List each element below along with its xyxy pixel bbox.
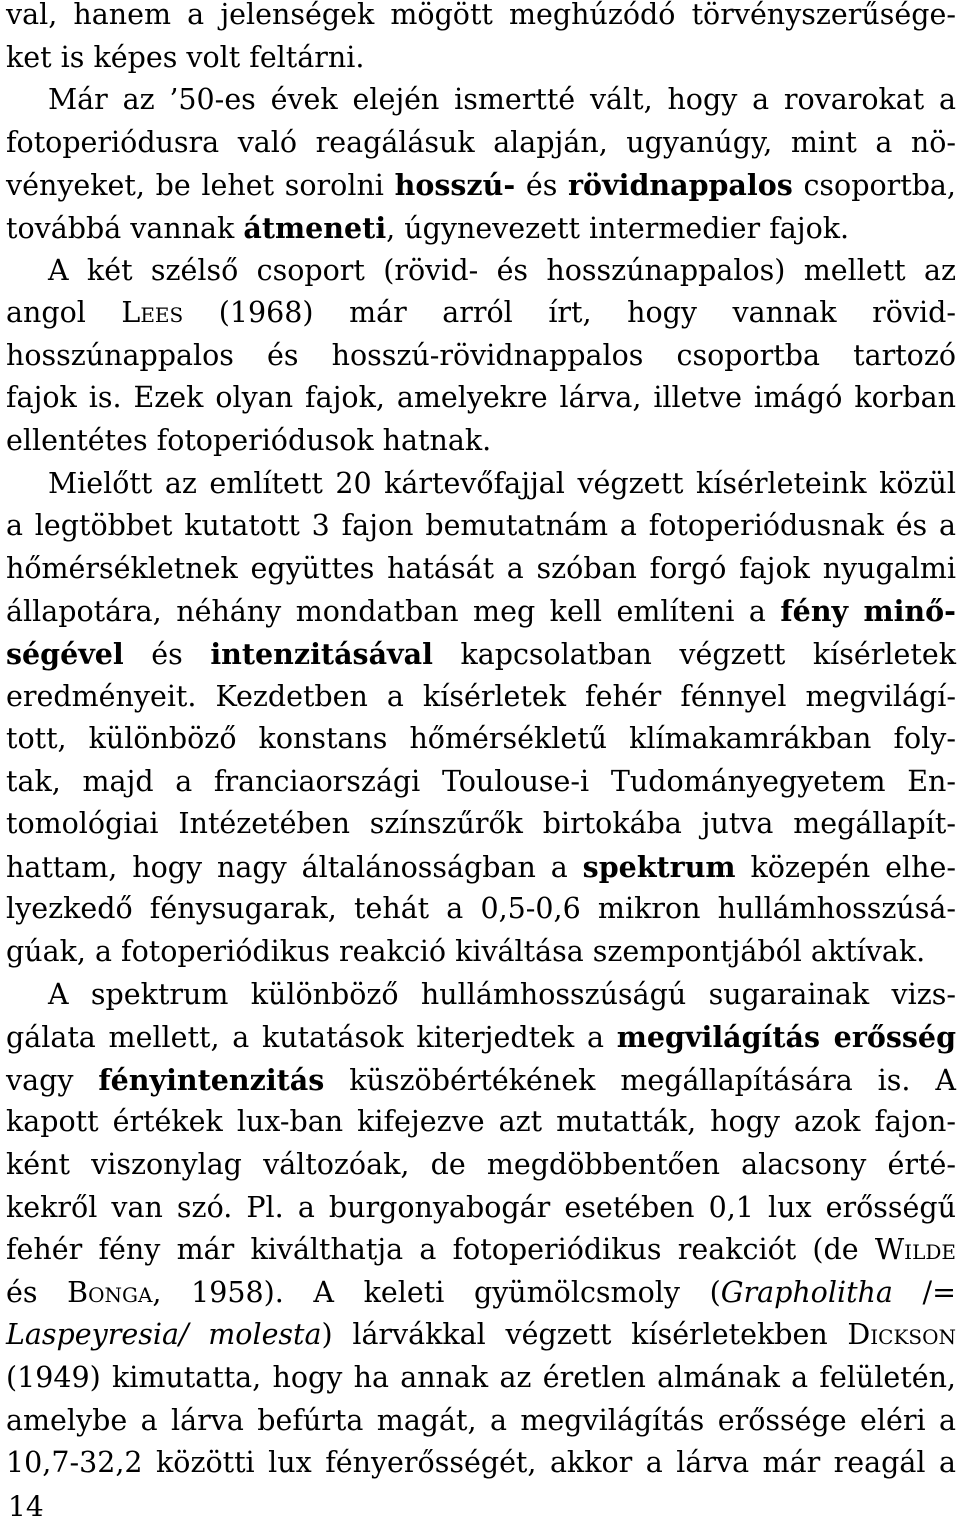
text-segment: vagy: [6, 1063, 99, 1097]
text-segment: ) lárvákkal végzett kísérletekben: [321, 1318, 848, 1352]
bold-term: spektrum: [582, 849, 736, 884]
text-segment: angol: [6, 296, 122, 330]
text-line: [6, 37, 956, 80]
text-line: [6, 888, 956, 931]
bold-term: rövidnappalos: [568, 168, 793, 203]
text-line: [6, 250, 956, 293]
text-segment: (1968) már arról írt, hogy vannak rövid-: [183, 296, 956, 330]
text-line: [6, 1101, 956, 1144]
text-segment: gúak, a fotoperiódikus reakció kiváltása szempontjából aktívak.: [6, 935, 926, 969]
text-line: [6, 718, 956, 761]
text-segment: /=: [892, 1275, 956, 1309]
text-line: [6, 803, 956, 846]
text-line: [6, 548, 956, 591]
text-line: [6, 505, 956, 548]
text-segment: a legtöbbet kutatott 3 fajon bemutatnám a fotoperiódusnak és a: [6, 509, 956, 543]
bold-term: megvilágítás erősség: [616, 1020, 956, 1055]
italic-term: Laspeyresia/ molesta: [6, 1318, 322, 1352]
text-line: [6, 207, 956, 250]
page-number: 14: [8, 1490, 44, 1523]
bold-term: átmeneti: [243, 210, 387, 245]
text-segment: amelybe a lárva befúrta magát, a megvilágítás erőssége eléri a: [6, 1403, 956, 1437]
text-line: [6, 0, 956, 37]
author-name: Wilde: [874, 1233, 956, 1267]
text-line: [6, 164, 956, 207]
bold-term: fény minő-: [780, 594, 956, 629]
bold-term: ségével: [6, 636, 124, 671]
text-segment: ket is képes volt feltárni.: [6, 40, 365, 74]
text-line: [6, 1144, 956, 1187]
author-name: Dickson: [847, 1318, 957, 1352]
text-line: [6, 1016, 956, 1059]
text-segment: , 1958). A keleti gyümölcsmoly (: [152, 1275, 721, 1309]
text-segment: , úgynevezett intermedier fajok.: [386, 211, 850, 245]
text-line: [6, 1187, 956, 1230]
text-segment: tott, különböző konstans hőmérsékletű klímakamrákban foly-: [6, 722, 956, 756]
text-line: [6, 463, 956, 506]
text-line: [6, 292, 956, 335]
text-segment: hosszúnappalos és hosszú-rövidnappalos csoportba tartozó: [6, 338, 956, 372]
text-segment: lyezkedő fénysugarak, tehát a 0,5-0,6 mikron hullámhosszúsá-: [6, 892, 956, 926]
text-line: [6, 420, 956, 463]
text-line: [6, 1357, 956, 1400]
text-line: [6, 377, 956, 420]
text-line: [6, 676, 956, 719]
text-line: [6, 1314, 956, 1357]
text-segment: fehér fény már kiválthatja a fotoperiódikus reakciót (de: [6, 1233, 875, 1267]
text-segment: és: [6, 1275, 68, 1309]
text-segment: Már az ’50-es évek elején ismertté vált, hogy a rovarokat a: [48, 83, 956, 117]
text-segment: fotoperiódusra való reagálásuk alapján, ugyanúgy, mint a nö-: [6, 125, 956, 159]
text-segment: 10,7-32,2 közötti lux fényerősségét, akkor a lárva már reagál a: [6, 1446, 956, 1480]
text-line: [6, 761, 956, 804]
author-name: Lees: [121, 296, 184, 330]
text-segment: gálata mellett, a kutatások kiterjedtek a: [6, 1021, 617, 1055]
text-segment: val, hanem a jelenségek mögött meghúzódó törvényszerűsége-: [6, 0, 956, 31]
text-line: [6, 590, 956, 633]
bold-term: intenzitásával: [210, 636, 433, 671]
text-segment: ellentétes fotoperiódusok hatnak.: [6, 423, 492, 457]
text-segment: vényeket, be lehet sorolni: [6, 169, 395, 203]
text-segment: közepén elhe-: [735, 850, 956, 884]
text-segment: Mielőtt az említett 20 kártevőfajjal végzett kísérleteink közül: [48, 466, 956, 500]
text-line: [6, 1400, 956, 1443]
text-line: [6, 931, 956, 974]
text-segment: A spektrum különböző hullámhosszúságú sugarainak vizs-: [48, 977, 956, 1011]
bold-term: fényintenzitás: [98, 1062, 325, 1097]
text-segment: (1949) kimutatta, hogy ha annak az éretlen almának a felületén,: [6, 1361, 956, 1394]
text-segment: kekről van szó. Pl. a burgonyabogár esetében 0,1 lux erősségű: [6, 1190, 956, 1224]
author-name: Bonga: [67, 1275, 153, 1309]
text-line: [6, 122, 956, 165]
text-line: [6, 633, 956, 676]
bold-term: hosszú-: [394, 168, 516, 203]
text-segment: kapott értékek lux-ban kifejezve azt mutatták, hogy azok fajon-: [6, 1105, 956, 1139]
text-segment: kapcsolatban végzett kísérletek: [432, 637, 956, 671]
text-segment: és: [123, 637, 211, 671]
text-line: [6, 335, 956, 378]
text-segment: tomológiai Intézetében színszűrők birtokába jutva megállapít-: [6, 807, 956, 841]
text-segment: fajok is. Ezek olyan fajok, amelyekre lárva, illetve imágó korban: [6, 381, 956, 415]
text-line: [6, 974, 956, 1017]
text-segment: és: [515, 169, 569, 203]
text-segment: A két szélső csoport (rövid- és hosszúnappalos) mellett az: [48, 253, 956, 287]
text-segment: továbbá vannak: [6, 211, 244, 245]
text-segment: csoportba,: [792, 169, 956, 203]
text-segment: tak, majd a franciaországi Toulouse-i Tudományegyetem En-: [6, 764, 956, 798]
text-line: [6, 1059, 956, 1102]
text-line: [6, 1442, 956, 1485]
text-segment: hőmérsékletnek együttes hatását a szóban forgó fajok nyugalmi: [6, 551, 956, 585]
text-segment: állapotára, néhány mondatban meg kell említeni a: [6, 595, 781, 629]
text-line: [6, 79, 956, 122]
text-segment: ként viszonylag változóak, de megdöbbentően alacsony érté-: [6, 1148, 956, 1182]
italic-term: Grapholitha: [720, 1275, 893, 1309]
body-text: [6, 0, 956, 1485]
text-segment: küszöbértékének megállapítására is. A: [324, 1063, 956, 1097]
text-line: [6, 1229, 956, 1272]
text-line: [6, 846, 956, 889]
text-line: [6, 1272, 956, 1315]
text-segment: hattam, hogy nagy általánosságban a: [6, 850, 583, 884]
text-segment: eredményeit. Kezdetben a kísérletek fehér fénnyel megvilágí-: [6, 679, 956, 713]
